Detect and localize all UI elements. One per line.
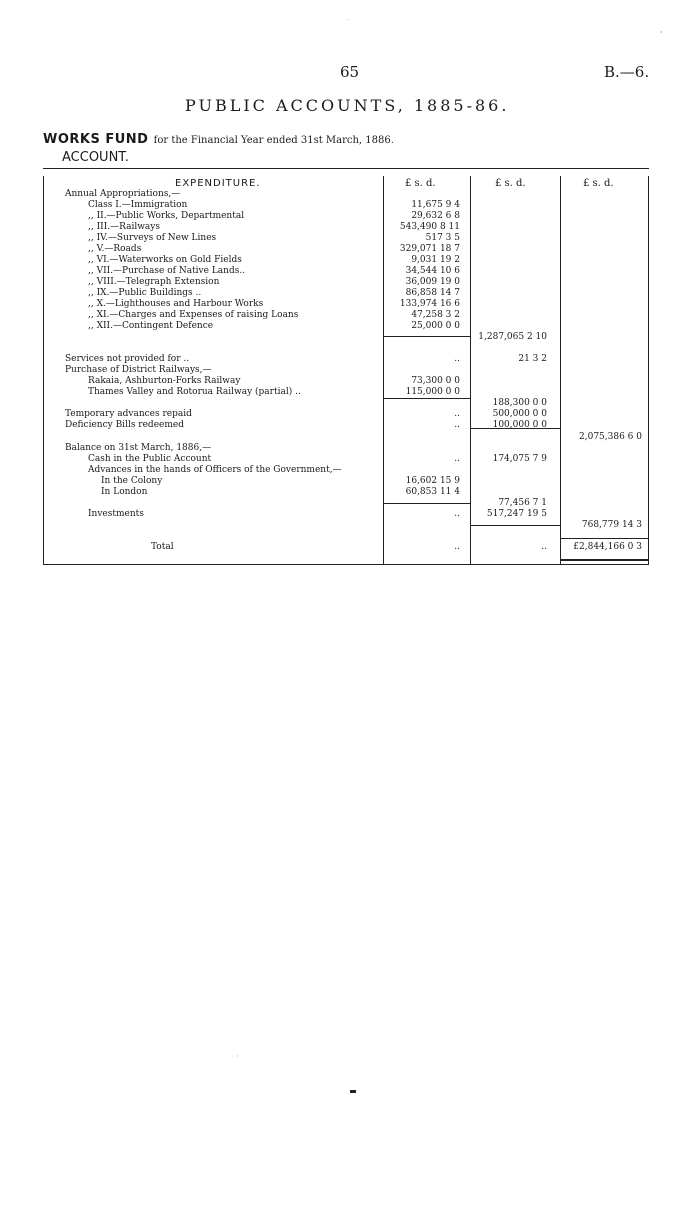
account-label: ACCOUNT.	[62, 150, 129, 165]
row-label: ,, XII.—Contingent Defence	[88, 321, 214, 331]
row-amount-c3: 768,779 14 3	[581, 520, 642, 530]
col1-header: £ s. d.	[405, 178, 436, 189]
row-label: ,, III.—Railways	[88, 222, 160, 232]
row-amount-c1: 60,853 11 4	[405, 487, 460, 497]
row-label: Rakaia, Ashburton-Forks Railway	[88, 376, 241, 386]
subtotal-rule	[470, 525, 560, 526]
row-label: ,, II.—Public Works, Departmental	[88, 211, 245, 221]
row-amount-c1: 47,258 3 2	[411, 310, 460, 320]
row-label: Thames Valley and Rotorua Railway (partial) ..	[88, 387, 301, 397]
row-amount-c1: 36,009 19 0	[405, 277, 460, 287]
col3-rule	[560, 176, 561, 565]
table-left-rule	[43, 176, 44, 565]
document-reference: B.—6.	[604, 63, 650, 81]
row-amount-c1: 29,632 6 8	[411, 211, 460, 221]
row-label: ,, VI.—Waterworks on Gold Fields	[88, 255, 242, 265]
row-amount-c1: 517 3 5	[425, 233, 460, 243]
row-amount-c1: 16,602 15 9	[405, 476, 460, 486]
row-amount-c1: 25,000 0 0	[411, 321, 460, 331]
print-speck: ·	[660, 28, 663, 37]
row-label: ,, V.—Roads	[88, 244, 142, 254]
row-label: Services not provided for ..	[65, 354, 190, 364]
row-amount-c2: 100,000 0 0	[492, 420, 547, 430]
total-rule	[560, 538, 648, 539]
subtotal-rule	[383, 503, 470, 504]
total-double-rule	[560, 559, 648, 561]
row-label: Balance on 31st March, 1886,—	[65, 443, 212, 453]
row-amount-c1: ..	[454, 354, 460, 364]
row-amount-c2: 500,000 0 0	[492, 409, 547, 419]
row-amount-c1: 329,071 18 7	[399, 244, 460, 254]
row-label: ,, IX.—Public Buildings ..	[88, 288, 202, 298]
row-label: Total	[151, 542, 174, 552]
subtotal-rule	[383, 336, 470, 337]
row-label: Annual Appropriations,—	[65, 189, 181, 199]
row-label: Purchase of District Railways,—	[65, 365, 212, 375]
fund-description: for the Financial Year ended 31st March, 1886.	[153, 135, 394, 146]
row-amount-c1: ..	[454, 454, 460, 464]
row-amount-c2: 174,075 7 9	[492, 454, 547, 464]
col2-rule	[470, 176, 471, 565]
row-amount-c2: 77,456 7 1	[498, 498, 547, 508]
row-amount-c2: 1,287,065 2 10	[478, 332, 547, 342]
row-amount-c1: 543,490 8 11	[399, 222, 460, 232]
row-label: Advances in the hands of Officers of the Government,—	[88, 465, 342, 475]
row-label: ,, VIII.—Telegraph Extension	[88, 277, 220, 287]
row-amount-c1: ..	[454, 420, 460, 430]
row-label: Deficiency Bills redeemed	[65, 420, 184, 430]
row-label: Temporary advances repaid	[65, 409, 192, 419]
row-label: ,, X.—Lighthouses and Harbour Works	[88, 299, 264, 309]
row-label: Investments	[88, 509, 144, 519]
row-amount-c1: 86,858 14 7	[405, 288, 460, 298]
row-amount-c1: 73,300 0 0	[411, 376, 460, 386]
row-amount-c2: 517,247 19 5	[486, 509, 547, 519]
row-amount-c1: ..	[454, 409, 460, 419]
col1-rule	[383, 176, 384, 565]
row-amount-c1: ..	[454, 509, 460, 519]
row-amount-c1: 11,675 9 4	[411, 200, 460, 210]
row-label: ,, VII.—Purchase of Native Lands..	[88, 266, 246, 276]
row-label: In the Colony	[101, 476, 163, 486]
table-right-rule	[648, 176, 649, 565]
col2-header: £ s. d.	[495, 178, 526, 189]
expenditure-table	[43, 168, 649, 565]
fund-label: WORKS FUND	[43, 132, 149, 147]
row-label: Class I.—Immigration	[88, 200, 188, 210]
print-speck: ·	[347, 17, 349, 24]
row-label: Cash in the Public Account	[88, 454, 212, 464]
table-bottom-rule	[43, 564, 649, 565]
row-amount-c1: 133,974 16 6	[399, 299, 460, 309]
col3-header: £ s. d.	[583, 178, 614, 189]
expenditure-heading: EXPENDITURE.	[175, 178, 261, 189]
row-amount-c1: 34,544 10 6	[405, 266, 460, 276]
fund-subtitle	[43, 132, 394, 147]
row-label: ,, XI.—Charges and Expenses of raising Loans	[88, 310, 299, 320]
page-title: PUBLIC ACCOUNTS, 1885-86.	[185, 96, 510, 115]
row-amount-c2: ..	[541, 542, 547, 552]
row-amount-c1: 9,031 19 2	[411, 255, 460, 265]
row-label: In London	[101, 487, 148, 497]
row-amount-c2: 21 3 2	[518, 354, 547, 364]
print-speck	[350, 1090, 356, 1093]
row-amount-c2: 188,300 0 0	[492, 398, 547, 408]
row-amount-c1: ..	[454, 542, 460, 552]
table-top-rule	[43, 168, 649, 169]
row-label: ,, IV.—Surveys of New Lines	[88, 233, 217, 243]
subtotal-rule	[383, 398, 470, 399]
row-amount-c3: 2,075,386 6 0	[579, 432, 642, 442]
row-amount-c3: £2,844,166 0 3	[573, 542, 642, 552]
row-amount-c1: 115,000 0 0	[405, 387, 460, 397]
print-speck: ·	[236, 1052, 239, 1061]
page-number: 65	[340, 63, 360, 81]
